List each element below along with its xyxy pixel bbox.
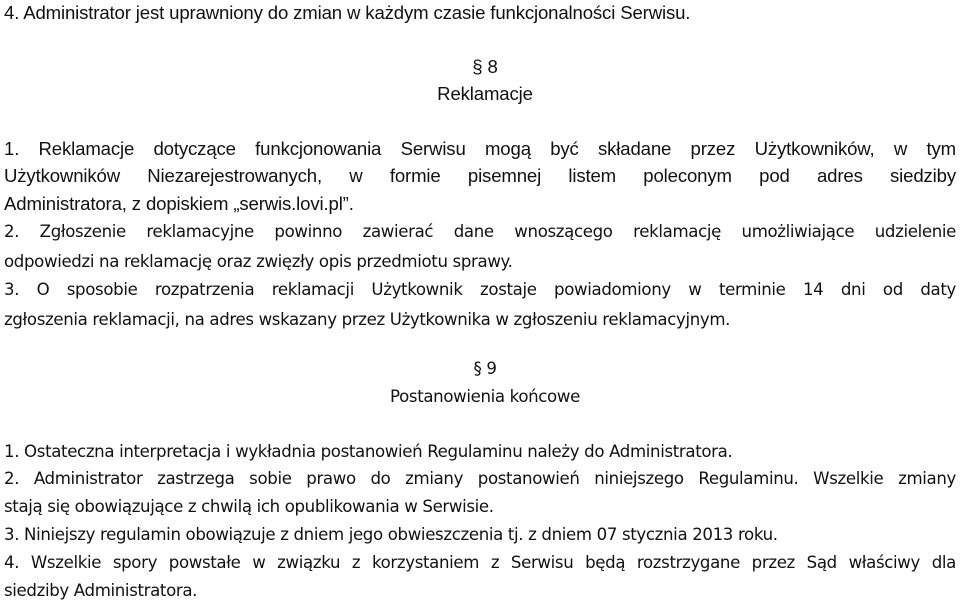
paragraph-line: Użytkowników Niezarejestrowanych, w formie pisemnej listem poleconym pod adres siedziby	[4, 165, 956, 186]
paragraph-line: 1. Reklamacje dotyczące funkcjonowania Serwisu mogą być składane przez Użytkowników, w tym	[4, 138, 956, 159]
paragraph-line: 1. Ostateczna interpretacja i wykładnia postanowień Regulaminu należy do Administratora.	[4, 442, 733, 461]
section-number: § 8	[472, 56, 498, 77]
paragraph-line: 2. Zgłoszenie reklamacyjne powinno zawierać dane wnoszącego reklamację umożliwiające udzielenie	[4, 222, 956, 241]
paragraph-line: siedziby Administratora.	[4, 581, 198, 600]
paragraph-line: 3. O sposobie rozpatrzenia reklamacji Użytkownik zostaje powiadomiony w terminie 14 dni od daty	[4, 280, 956, 299]
paragraph-line: 2. Administrator zastrzega sobie prawo do zmiany postanowień niniejszego Regulaminu. Wszelkie zmiany	[4, 469, 956, 488]
section-title: Reklamacje	[437, 83, 533, 104]
paragraph-line: zgłoszenia reklamacji, na adres wskazany przez Użytkownika w zgłoszeniu reklamacyjnym.	[4, 310, 731, 329]
paragraph-line: Administratora, z dopiskiem „serwis.lovi.pl”.	[4, 193, 354, 214]
section-title: Postanowienia końcowe	[390, 387, 580, 406]
paragraph-line: stają się obowiązujące z chwilą ich opublikowania w Serwisie.	[4, 497, 494, 516]
paragraph-line: 4. Administrator jest uprawniony do zmian w każdym czasie funkcjonalności Serwisu.	[4, 2, 691, 23]
paragraph-line: 4. Wszelkie spory powstałe w związku z korzystaniem z Serwisu będą rozstrzygane przez Sąd właściwy dla	[4, 553, 956, 572]
paragraph-line: 3. Niniejszy regulamin obowiązuje z dniem jego obwieszczenia tj. z dniem 07 stycznia 2013 roku.	[4, 525, 778, 544]
paragraph-line: odpowiedzi na reklamację oraz zwięzły opis przedmiotu sprawy.	[4, 252, 513, 271]
section-number: § 9	[473, 359, 497, 378]
